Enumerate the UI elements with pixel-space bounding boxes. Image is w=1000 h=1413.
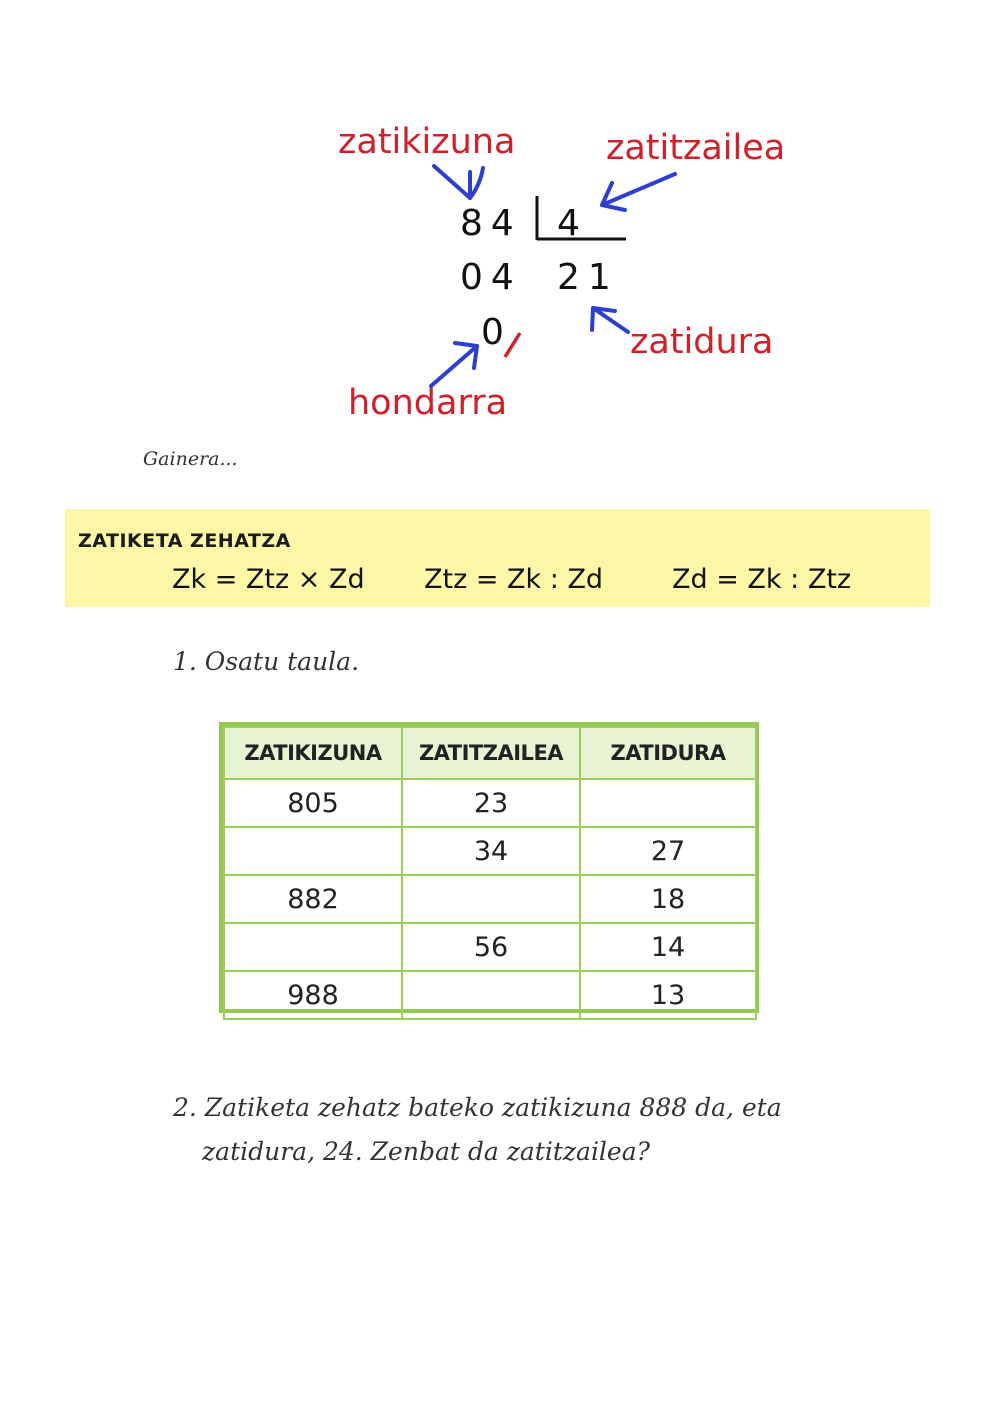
table-row <box>224 971 756 1019</box>
remainder-digit: 0 <box>481 312 512 353</box>
table-row <box>224 827 756 875</box>
cell-quotient: 18 <box>580 875 756 923</box>
dividend-digits: 84 <box>460 203 522 244</box>
formula-divisor: Ztz = Zk : Zd <box>424 564 604 595</box>
quotient-label: zatidura <box>630 322 774 362</box>
dividend-label: zatikizuna <box>338 122 516 162</box>
divisor-arrow-icon <box>602 174 675 210</box>
cell-divisor: 23 <box>402 779 580 827</box>
exercise1-table <box>219 722 759 1013</box>
remainder-arrow-icon <box>431 343 477 386</box>
exercise2-line1: 2. Zatiketa zehatz bateko zatikizuna 888 da, eta <box>173 1093 782 1122</box>
header-dividend: ZATIKIZUNA <box>224 727 402 779</box>
table-header-row <box>224 727 756 779</box>
remainder-check-mark <box>505 333 520 357</box>
header-quotient: ZATIDURA <box>580 727 756 779</box>
cell-dividend: 805 <box>224 779 402 827</box>
table-row <box>224 923 756 971</box>
quotient-digits: 21 <box>557 257 619 298</box>
cell-dividend-blank[interactable] <box>224 827 402 875</box>
cell-dividend: 882 <box>224 875 402 923</box>
dividend-arrow-icon <box>434 166 483 198</box>
table-row <box>224 779 756 827</box>
cell-quotient: 14 <box>580 923 756 971</box>
cell-quotient-blank[interactable] <box>580 779 756 827</box>
step-digits: 04 <box>460 257 522 298</box>
divisor-digit: 4 <box>557 203 588 244</box>
cell-quotient: 13 <box>580 971 756 1019</box>
cell-quotient: 27 <box>580 827 756 875</box>
table-row <box>224 875 756 923</box>
formula-quotient: Zd = Zk : Ztz <box>672 564 852 595</box>
division-diagram-lines <box>0 0 1000 460</box>
formula-dividend: Zk = Ztz × Zd <box>172 564 365 595</box>
header-divisor: ZATITZAILEA <box>402 727 580 779</box>
exact-division-title: ZATIKETA ZEHATZA <box>78 530 291 552</box>
remainder-label: hondarra <box>348 383 508 423</box>
cell-divisor: 34 <box>402 827 580 875</box>
exercise1-prompt: 1. Osatu taula. <box>173 647 360 676</box>
divisor-label: zatitzailea <box>606 128 786 168</box>
exercise2-line2: zatidura, 24. Zenbat da zatitzailea? <box>202 1137 651 1166</box>
cell-dividend: 988 <box>224 971 402 1019</box>
cell-dividend-blank[interactable] <box>224 923 402 971</box>
quotient-arrow-icon <box>592 308 628 332</box>
intro-text: Gainera... <box>143 448 238 470</box>
cell-divisor: 56 <box>402 923 580 971</box>
cell-divisor-blank[interactable] <box>402 971 580 1019</box>
cell-divisor-blank[interactable] <box>402 875 580 923</box>
